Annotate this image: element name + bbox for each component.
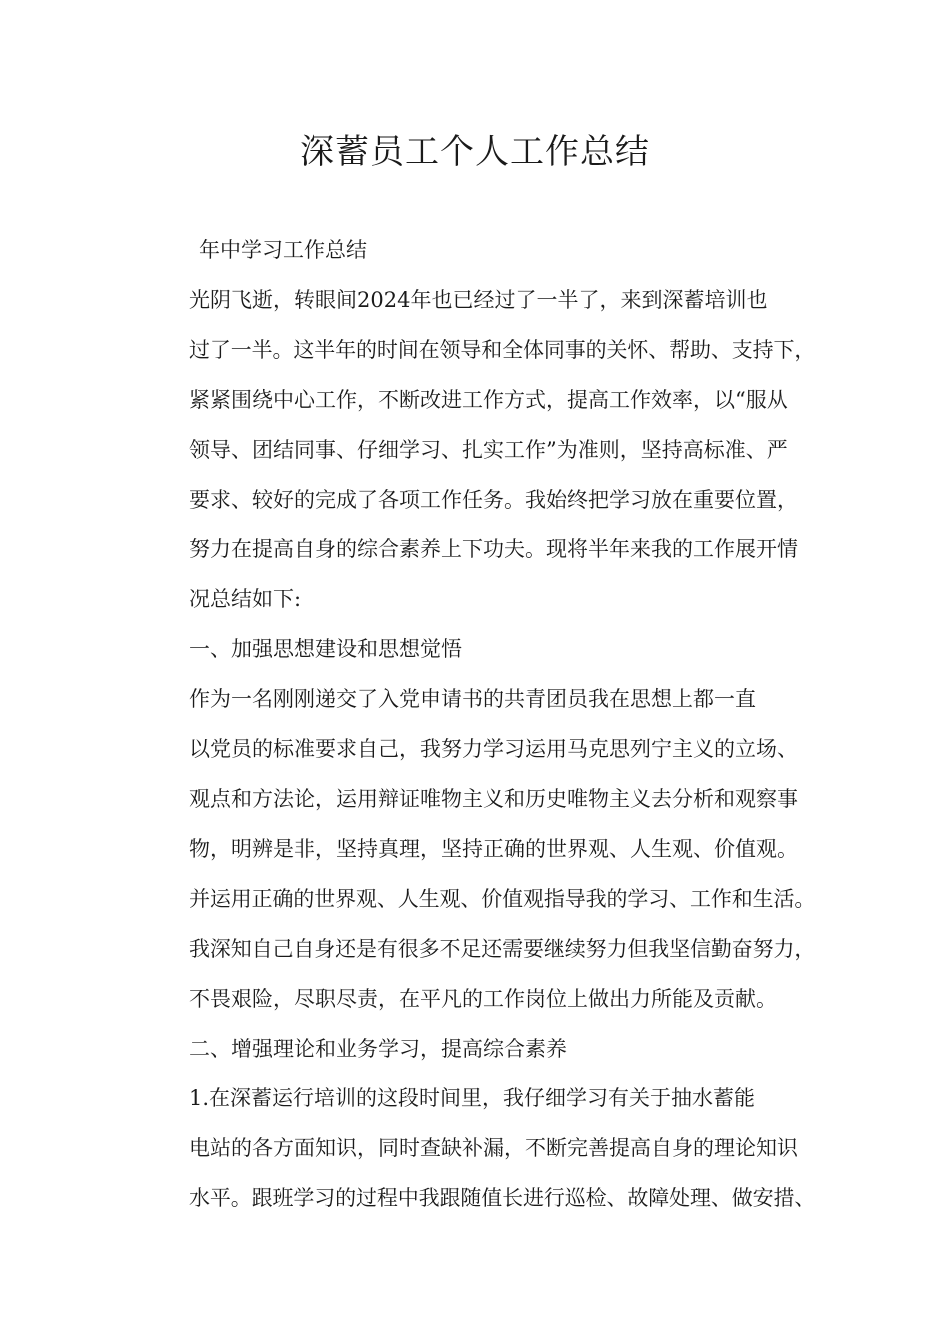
text-line: 过了一半。这半年的时间在领导和全体同事的关怀、帮助、支持下， (189, 337, 816, 362)
heading-text: 二、增强理论和业务学习，提高综合素养 (189, 1036, 567, 1061)
text-line: 况总结如下: (189, 587, 302, 612)
text-line: 电站的各方面知识，同时查缺补漏，不断完善提高自身的理论知识 (189, 1136, 798, 1161)
paragraph-intro (143, 276, 815, 625)
document-body (143, 226, 815, 1224)
document-subtitle (143, 226, 815, 276)
text-line: 我深知自己自身还是有很多不足还需要继续努力但我坚信勤奋努力， (189, 936, 816, 961)
section-heading-2 (143, 1025, 815, 1075)
text-line: 领导、团结同事、仔细学习、扎实工作”为准则，坚持高标准、严 (189, 437, 788, 462)
text-line: 水平。跟班学习的过程中我跟随值长进行巡检、故障处理、做安措、 (189, 1186, 816, 1211)
heading-text: 一、加强思想建设和思想觉悟 (189, 637, 462, 662)
text-line: 努力在提高自身的综合素养上下功夫。现将半年来我的工作展开情 (189, 537, 798, 562)
text-line: 以党员的标准要求自己，我努力学习运用马克思列宁主义的立场、 (189, 737, 798, 762)
text-line: 观点和方法论，运用辩证唯物主义和历史唯物主义去分析和观察事 (189, 786, 798, 811)
text-line: 作为一名刚刚递交了入党申请书的共青团员我在思想上都一直 (189, 687, 756, 712)
text-line: 紧紧围绕中心工作，不断改进工作方式，提高工作效率，以“服从 (189, 387, 788, 412)
text-line: 并运用正确的世界观、人生观、价值观指导我的学习、工作和生活。 (189, 886, 816, 911)
subtitle-text: 年中学习工作总结 (199, 238, 367, 262)
section-heading-1 (143, 625, 815, 675)
text-line: 1.在深蓄运行培训的这段时间里，我仔细学习有关于抽水蓄能 (189, 1086, 756, 1111)
document-title: 深蓄员工个人工作总结 (300, 132, 650, 172)
text-line: 要求、较好的完成了各项工作任务。我始终把学习放在重要位置， (189, 487, 798, 512)
paragraph-section-1 (143, 675, 815, 1024)
text-line: 光阴飞逝，转眼间2024年也已经过了一半了，来到深蓄培训也 (189, 287, 768, 312)
text-line: 不畏艰险，尽职尽责，在平凡的工作岗位上做出力所能及贡献。 (189, 986, 777, 1011)
text-line: 物，明辨是非，坚持真理，坚持正确的世界观、人生观、价值观。 (189, 836, 798, 861)
paragraph-section-2 (143, 1074, 815, 1224)
